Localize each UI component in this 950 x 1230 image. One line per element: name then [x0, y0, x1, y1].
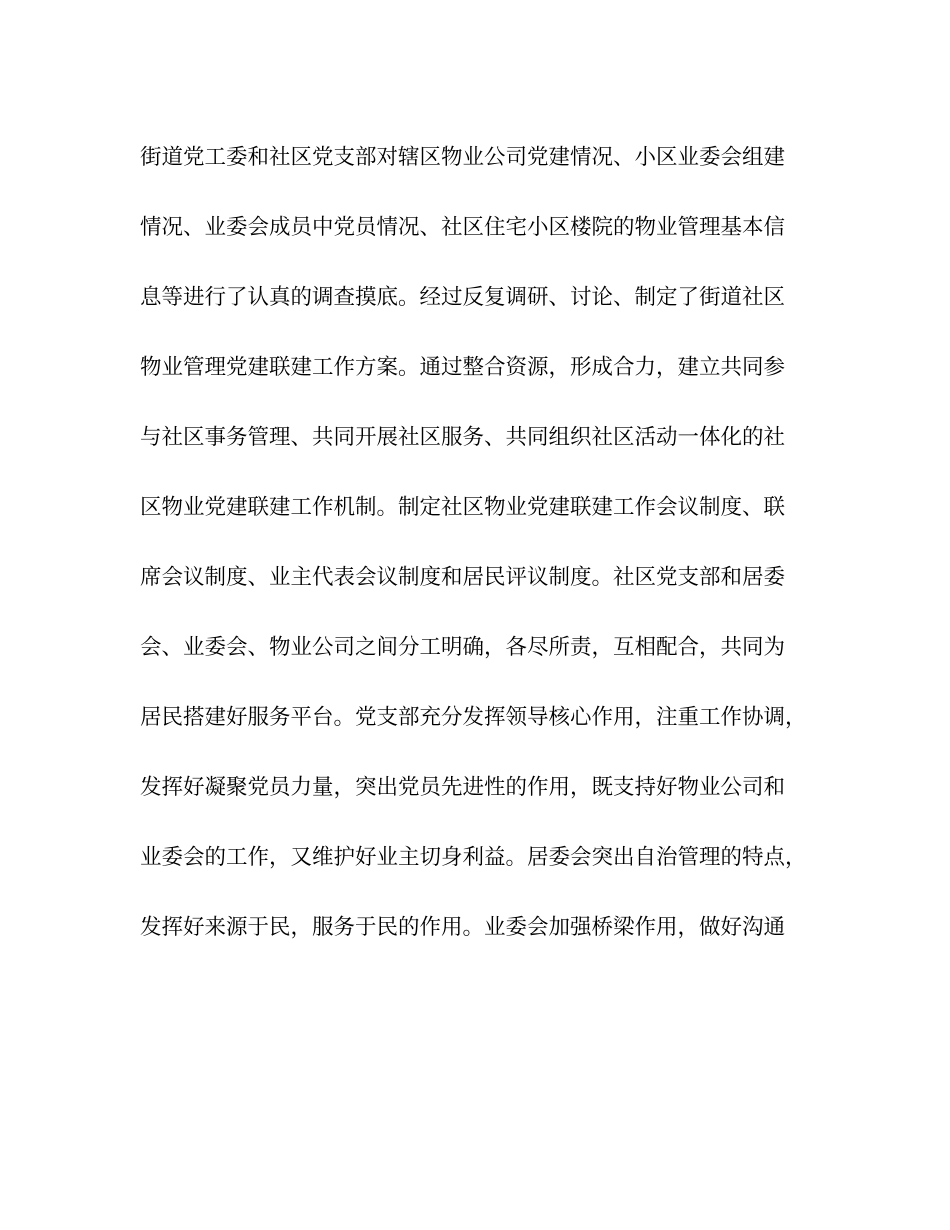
text-line: 发挥好凝聚党员力量，突出党员先进性的作用，既支持好物业公司和: [140, 775, 786, 800]
text-line: 发挥好来源于民，服务于民的作用。业委会加强桥梁作用，做好沟通: [140, 915, 786, 940]
text-line: 与社区事务管理、共同开展社区服务、共同组织社区活动一体化的社: [140, 425, 786, 450]
text-line: 区物业党建联建工作机制。制定社区物业党建联建工作会议制度、联: [140, 495, 786, 520]
text-line: 业委会的工作，又维护好业主切身利益。居委会突出自治管理的特点，: [140, 845, 807, 870]
text-line: 情况、业委会成员中党员情况、社区住宅小区楼院的物业管理基本信: [140, 215, 786, 240]
body-paragraph: [140, 140, 810, 980]
text-line: 会、业委会、物业公司之间分工明确，各尽所责，互相配合，共同为: [140, 635, 786, 660]
text-line: 居民搭建好服务平台。党支部充分发挥领导核心作用，注重工作协调，: [140, 705, 807, 730]
text-line: 物业管理党建联建工作方案。通过整合资源，形成合力，建立共同参: [140, 355, 786, 380]
text-line: 街道党工委和社区党支部对辖区物业公司党建情况、小区业委会组建: [140, 145, 786, 170]
text-line: 席会议制度、业主代表会议制度和居民评议制度。社区党支部和居委: [140, 565, 786, 590]
text-line: 息等进行了认真的调查摸底。经过反复调研、讨论、制定了街道社区: [140, 285, 786, 310]
